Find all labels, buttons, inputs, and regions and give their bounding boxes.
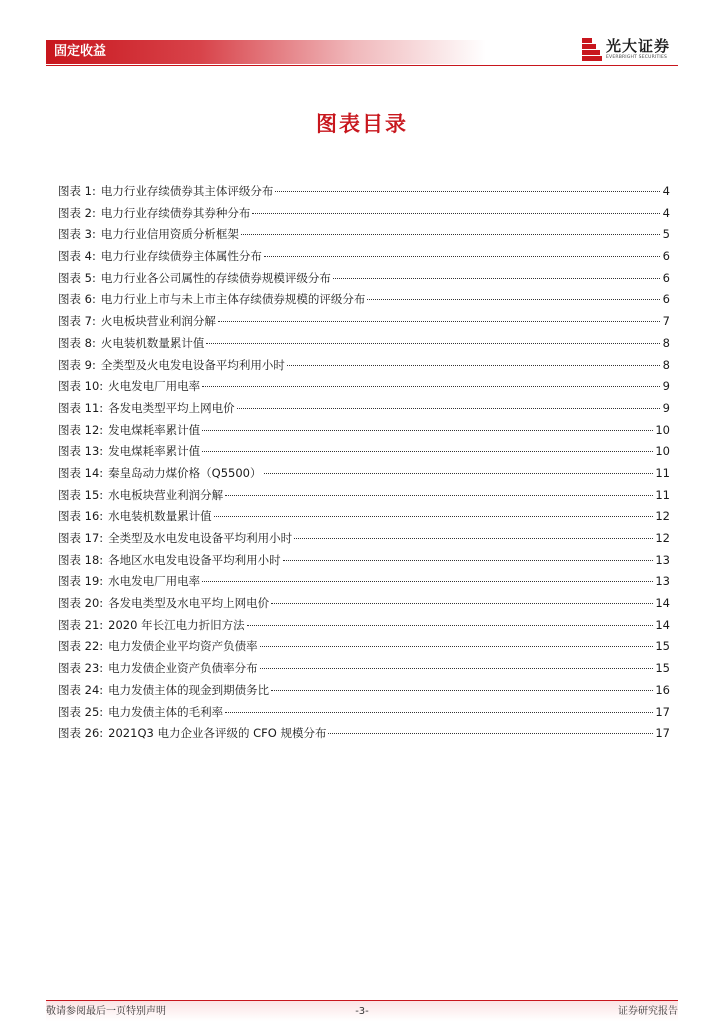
- toc-entry-leader: [367, 298, 660, 300]
- toc-entry-leader: [225, 494, 653, 496]
- toc-entry-page: 13: [655, 552, 670, 567]
- toc-entry-number: 图表 9:: [58, 357, 96, 372]
- toc-entry[interactable]: [58, 181, 670, 203]
- toc-entry-title: 电力发债主体的现金到期债务比: [108, 682, 270, 697]
- toc-entry-title: 火电装机数量累计值: [100, 335, 205, 350]
- toc-entry-page: 15: [655, 661, 670, 676]
- toc-entry-number: 图表 6:: [58, 292, 96, 307]
- toc-entry-number: 图表 10:: [58, 379, 104, 394]
- toc-entry-number: 图表 21:: [58, 617, 104, 632]
- toc-entry-page: 11: [655, 465, 670, 480]
- toc-entry-leader: [218, 320, 660, 322]
- toc-entry-leader: [264, 472, 654, 474]
- toc-entry-page: 7: [662, 314, 670, 329]
- toc-entry[interactable]: [58, 355, 670, 377]
- toc-entry-number: 图表 12:: [58, 422, 104, 437]
- toc-entry[interactable]: [58, 723, 670, 745]
- toc-entry-page: 9: [662, 379, 670, 394]
- toc-entry-page: 12: [655, 509, 670, 524]
- toc-entry-title: 电力行业存续债券其主体评级分布: [100, 184, 274, 198]
- toc-entry[interactable]: [58, 636, 670, 658]
- toc-entry-number: 图表 13:: [58, 444, 104, 459]
- toc-entry-leader: [283, 559, 654, 561]
- toc-entry-leader: [214, 515, 654, 517]
- toc-entry[interactable]: [58, 680, 670, 702]
- toc-entry-number: 图表 23:: [58, 661, 104, 676]
- toc-entry-page: 8: [662, 357, 670, 372]
- toc-entry-number: 图表 22:: [58, 639, 104, 654]
- toc-entry-number: 图表 3:: [58, 227, 96, 242]
- toc-entry[interactable]: [58, 376, 670, 398]
- toc-entry-page: 4: [662, 184, 670, 198]
- toc-entry-leader: [252, 212, 660, 214]
- toc-entry-leader: [206, 342, 660, 344]
- toc-entry[interactable]: [58, 615, 670, 637]
- toc-entry-title: 秦皇岛动力煤价格（Q5500）: [108, 465, 262, 480]
- toc-entry-title: 各发电类型及水电平均上网电价: [108, 596, 270, 611]
- toc-entry-leader: [333, 277, 660, 279]
- toc-entry-title: 电力发债企业平均资产负债率: [108, 639, 258, 654]
- toc-entry-number: 图表 8:: [58, 335, 96, 350]
- toc-entry-number: 图表 15:: [58, 487, 104, 502]
- toc-entry-page: 6: [662, 249, 670, 264]
- toc-entry-title: 各地区水电发电设备平均利用小时: [108, 552, 281, 567]
- toc-list: [58, 181, 670, 745]
- toc-entry-number: 图表 26:: [58, 726, 104, 741]
- toc-entry-title: 发电煤耗率累计值: [108, 444, 201, 459]
- toc-entry-number: 图表 7:: [58, 314, 96, 329]
- toc-entry-title: 各发电类型平均上网电价: [108, 400, 235, 415]
- brand-logo-icon: [580, 38, 602, 62]
- section-label: 固定收益: [54, 44, 107, 59]
- toc-entry-page: 14: [655, 596, 670, 611]
- toc-entry-leader: [328, 732, 653, 734]
- toc-entry-number: 图表 1:: [58, 184, 96, 198]
- header-band: [46, 40, 486, 64]
- header-rule: [46, 65, 678, 66]
- toc-entry-number: 图表 25:: [58, 704, 104, 719]
- toc-entry[interactable]: [58, 485, 670, 507]
- brand-name-cn: 光大证券: [606, 37, 671, 55]
- toc-entry-leader: [275, 190, 660, 192]
- toc-entry-title: 电力发债企业资产负债率分布: [108, 661, 258, 676]
- toc-entry-title: 电力行业信用资质分析框架: [100, 227, 239, 242]
- toc-entry-number: 图表 19:: [58, 574, 104, 589]
- toc-entry-leader: [202, 429, 653, 431]
- toc-entry-page: 9: [662, 400, 670, 415]
- toc-entry-title: 全类型及水电发电设备平均利用小时: [108, 531, 293, 545]
- toc-entry-number: 图表 18:: [58, 552, 104, 567]
- toc-entry-number: 图表 24:: [58, 682, 104, 697]
- toc-entry-page: 14: [655, 617, 670, 632]
- toc-entry-leader: [271, 689, 653, 691]
- toc-entry-leader: [241, 233, 660, 235]
- toc-entry-title: 电力行业上市与未上市主体存续债券规模的评级分布: [100, 292, 366, 307]
- toc-entry[interactable]: [58, 550, 670, 572]
- toc-entry-page: 4: [662, 205, 670, 220]
- toc-entry[interactable]: [58, 506, 670, 528]
- toc-entry-leader: [202, 385, 660, 387]
- toc-entry-page: 15: [655, 639, 670, 654]
- toc-entry-title: 2021Q3 电力企业各评级的 CFO 规模分布: [108, 726, 327, 741]
- toc-entry-page: 12: [655, 531, 670, 545]
- footer-disclaimer: 敬请参阅最后一页特别声明: [46, 1006, 166, 1017]
- toc-entry[interactable]: [58, 593, 670, 615]
- toc-entry[interactable]: [58, 246, 670, 268]
- footer-page-number: -3-: [355, 1006, 369, 1017]
- toc-entry-leader: [287, 364, 660, 366]
- toc-entry[interactable]: [58, 289, 670, 311]
- toc-entry-title: 水电发电厂用电率: [108, 574, 201, 589]
- toc-entry-page: 16: [655, 682, 670, 697]
- toc-entry[interactable]: [58, 268, 670, 290]
- toc-entry-leader: [264, 255, 660, 257]
- toc-entry-number: 图表 20:: [58, 596, 104, 611]
- toc-entry-title: 火电发电厂用电率: [108, 379, 201, 394]
- toc-entry-title: 水电装机数量累计值: [108, 509, 212, 524]
- toc-entry-leader: [260, 645, 654, 647]
- brand-logo: [580, 36, 680, 64]
- toc-entry-number: 图表 16:: [58, 509, 104, 524]
- toc-entry-number: 图表 17:: [58, 531, 104, 545]
- toc-entry-leader: [202, 450, 653, 452]
- toc-entry[interactable]: [58, 203, 670, 225]
- toc-entry[interactable]: [58, 702, 670, 724]
- toc-entry-page: 6: [662, 292, 670, 307]
- toc-entry-title: 电力行业存续债券主体属性分布: [100, 249, 262, 264]
- toc-entry-page: 8: [662, 335, 670, 350]
- toc-entry[interactable]: [58, 224, 670, 246]
- toc-title: 图表目录: [316, 112, 408, 136]
- toc-entry-leader: [247, 624, 654, 626]
- toc-entry-page: 5: [662, 227, 670, 242]
- toc-entry-page: 17: [655, 726, 670, 741]
- toc-entry-number: 图表 2:: [58, 205, 96, 220]
- toc-entry-leader: [237, 407, 660, 409]
- toc-entry-number: 图表 4:: [58, 249, 96, 264]
- toc-entry-leader: [271, 602, 653, 604]
- toc-entry-number: 图表 5:: [58, 270, 96, 285]
- toc-entry-title: 发电煤耗率累计值: [108, 422, 201, 437]
- toc-entry-page: 11: [655, 487, 670, 502]
- toc-entry[interactable]: [58, 333, 670, 355]
- toc-entry[interactable]: [58, 571, 670, 593]
- toc-entry[interactable]: [58, 441, 670, 463]
- toc-entry-number: 图表 14:: [58, 465, 104, 480]
- toc-entry-leader: [260, 667, 654, 669]
- toc-entry-page: 13: [655, 574, 670, 589]
- toc-entry-title: 电力行业存续债券其券种分布: [100, 205, 251, 220]
- toc-entry-page: 10: [655, 444, 670, 459]
- toc-entry-title: 全类型及火电发电设备平均利用小时: [100, 357, 285, 372]
- toc-entry[interactable]: [58, 311, 670, 333]
- brand-name-en: EVERBRIGHT SECURITIES: [606, 55, 668, 60]
- toc-entry-leader: [225, 711, 653, 713]
- toc-entry-leader: [294, 537, 653, 539]
- toc-entry-page: 6: [662, 270, 670, 285]
- toc-entry-page: 10: [655, 422, 670, 437]
- toc-entry-title: 电力发债主体的毛利率: [108, 704, 224, 719]
- toc-entry-leader: [202, 580, 653, 582]
- toc-entry-page: 17: [655, 704, 670, 719]
- toc-entry[interactable]: [58, 528, 670, 550]
- toc-entry[interactable]: [58, 658, 670, 680]
- toc-entry-number: 图表 11:: [58, 400, 104, 415]
- toc-entry[interactable]: [58, 463, 670, 485]
- toc-entry-title: 2020 年长江电力折旧方法: [108, 617, 245, 632]
- toc-entry-title: 水电板块营业利润分解: [108, 487, 224, 502]
- footer-doc-type: 证券研究报告: [618, 1006, 678, 1017]
- toc-entry[interactable]: [58, 420, 670, 442]
- toc-entry-title: 电力行业各公司属性的存续债券规模评级分布: [100, 270, 331, 285]
- toc-entry[interactable]: [58, 398, 670, 420]
- toc-entry-title: 火电板块营业利润分解: [100, 314, 216, 329]
